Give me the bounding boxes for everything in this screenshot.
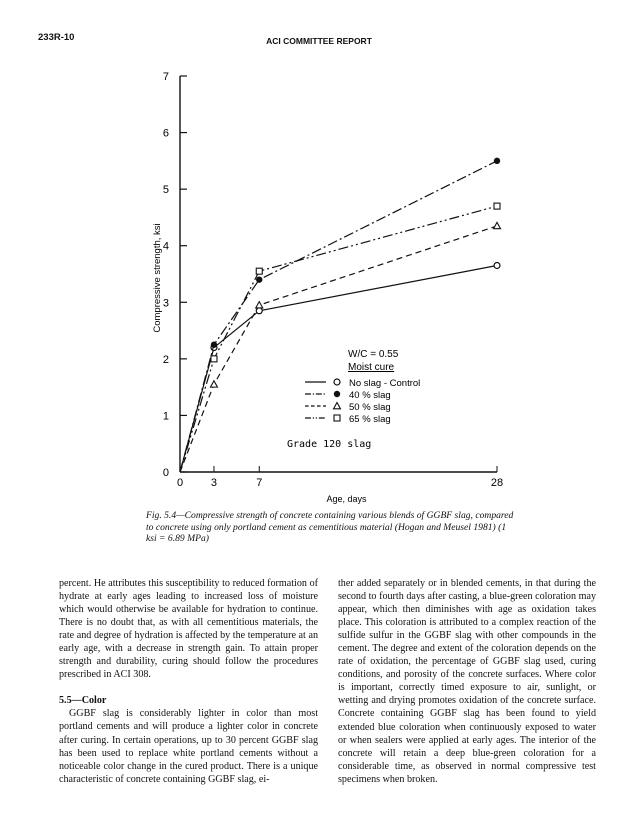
y-tick-label: 4 [162, 240, 169, 253]
data-point [494, 203, 500, 209]
data-point [494, 222, 501, 228]
y-tick-label: 7 [162, 71, 169, 83]
data-point [494, 158, 500, 164]
data-point [256, 302, 263, 308]
data-point [494, 263, 500, 269]
x-tick-label: 0 [176, 477, 184, 489]
data-point [211, 342, 217, 348]
data-point [211, 356, 217, 362]
x-tick-label: 7 [256, 477, 263, 489]
paragraph: GGBF slag is considerably lighter in color than most portland cements and will produce a lighter color in concrete after curing. In certain operations, up to 30 percent GGBF slag has been used to replace white portland cements without a noticeable color change in the cured product. There is a unique characteristic of concrete containing GGBF slag, ei- [59, 708, 318, 785]
text-column-left [59, 577, 318, 786]
data-point [256, 276, 262, 282]
x-axis-label: Age, days [326, 494, 367, 504]
text-column-right [338, 577, 596, 786]
series-line-2 [180, 161, 497, 472]
running-header: ACI COMMITTEE REPORT [266, 36, 372, 46]
chart-legend [287, 349, 420, 450]
y-tick-label: 5 [162, 184, 169, 197]
y-tick-label: 3 [162, 297, 169, 310]
legend-title: W/C = 0.55 [348, 349, 399, 360]
y-tick-label: 0 [162, 467, 169, 479]
y-tick-label: 2 [162, 353, 169, 366]
paragraph: ther added separately or in blended cements, in that during the second to fourth days after casting, a blue-green coloration may appear, which then diminishes with age as oxidation takes place. This coloration is attributed to a complex reaction of the sulfide sulfur in the GGBF slag with other compounds in the cement. The degree and extent of the coloration depends on the rate of oxidation, the percentage of GGBF slag used, curing conditions, and porosity of the concrete surfaces. Where color is important, correctly timed exposure to air, sunlight, or wetting and drying promotes oxidation of the concrete surface. Concrete containing GGBF slag has been found to yield extended blue coloration when continuously exposed to water or when sealers were applied at early ages. The interior of the concrete will retain a deep blue-green coloration for a considerable time, as observed in normal compressive test specimens when broken. [338, 578, 596, 785]
data-point [256, 268, 262, 274]
y-axis-label: Compressive strength, ksi [152, 223, 163, 333]
section-heading: 5.5—Color [59, 695, 107, 707]
y-tick-label: 6 [162, 127, 169, 140]
legend-marker [334, 379, 340, 385]
legend-marker [334, 391, 340, 397]
series-line-4 [180, 206, 497, 472]
page-number: 233R-10 [38, 32, 75, 43]
paragraph: percent. He attributes this susceptibility to reduced formation of hydrate at early ages leading to increased loss of moisture which would otherwise be available for hydration to continue. There is no doubt that, as with all cementitious materials, the rate and degree of hydration is affected by the temperature at an early age, with a decrease in strength gain. To attain proper strength and durability, curing should follow the procedures prescribed in ACI 308. [59, 578, 318, 681]
legend-subtitle: Moist cure [348, 362, 395, 373]
series-line-3 [180, 226, 497, 472]
figure-caption: Fig. 5.4—Compressive strength of concrete containing various blends of GGBF slag, compared to concrete using only portland cement as cementitious material (Hogan and Meusel 1981) (1 ksi = 6.89 MPa) [146, 510, 514, 545]
legend-marker [334, 403, 341, 409]
legend-label: 65 % slag [349, 414, 391, 425]
legend-label: 50 % slag [349, 402, 391, 413]
x-tick-label: 3 [210, 477, 218, 489]
y-tick-label: 1 [162, 410, 169, 423]
data-point [210, 381, 217, 387]
chart-annotation: Grade 120 slag [287, 439, 372, 450]
legend-label: 40 % slag [349, 390, 391, 401]
x-tick-label: 28 [490, 477, 504, 489]
chart-series [180, 158, 501, 472]
legend-label: No slag - Control [349, 378, 421, 389]
legend-marker [334, 415, 340, 421]
